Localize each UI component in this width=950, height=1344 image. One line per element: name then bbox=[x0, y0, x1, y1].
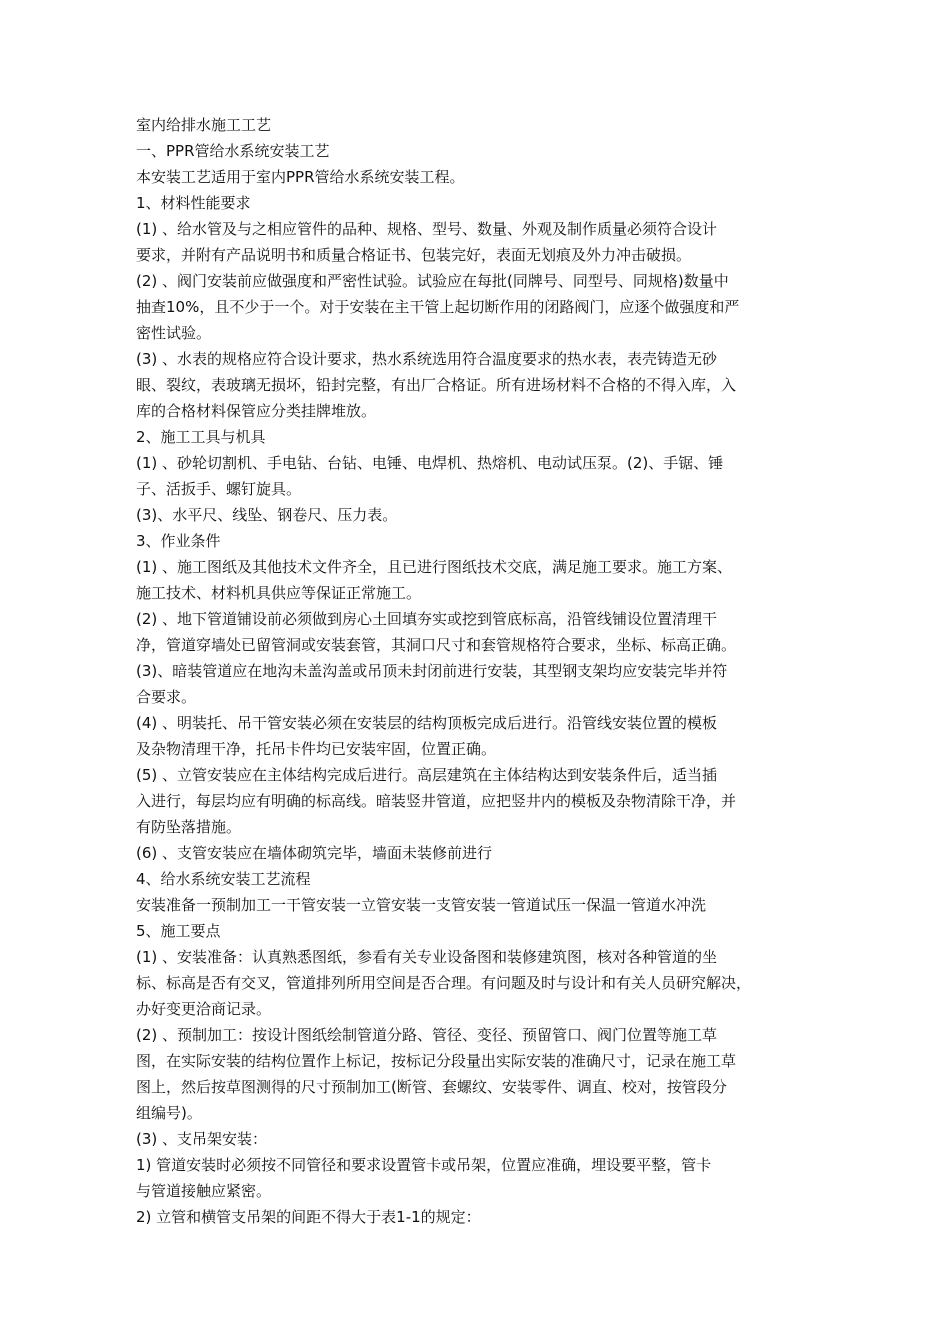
paragraph-line: 本安装工艺适用于室内PPR管给水系统安装工程。 bbox=[136, 168, 465, 186]
paragraph bbox=[136, 450, 836, 502]
paragraph-line: 组编号)。 bbox=[136, 1104, 202, 1122]
paragraph bbox=[136, 658, 836, 710]
paragraph-line: 图，在实际安装的结构位置作上标记，按标记分段量出实际安装的准确尺寸，记录在施工草 bbox=[136, 1052, 737, 1070]
paragraph-line: 标、标高是否有交叉，管道排列所用空间是否合理。有问题及时与设计和有关人员研究解决， bbox=[136, 974, 752, 992]
paragraph-line: 眼、裂纹，表玻璃无损坏，铅封完整，有出厂合格证。所有进场材料不合格的不得入库，入 bbox=[136, 376, 737, 394]
paragraph bbox=[136, 1022, 836, 1126]
paragraph-line: 施工技术、材料机具供应等保证正常施工。 bbox=[136, 584, 422, 602]
paragraph-line: (2) 、地下管道铺设前必须做到房心土回填夯实或挖到管底标高，沿管线铺设位置清理干 bbox=[136, 610, 718, 628]
paragraph-line: 安装准备一预制加工一干管安装一立管安装一支管安装一管道试压一保温一管道水冲洗 bbox=[136, 896, 707, 914]
paragraph-line: 抽查10%，且不少于一个。对于安装在主干管上起切断作用的闭路阀门，应逐个做强度和严 bbox=[136, 298, 740, 316]
paragraph-line: 4、给水系统安装工艺流程 bbox=[136, 870, 311, 888]
paragraph-line: 5、施工要点 bbox=[136, 922, 221, 940]
paragraph-line: 子、活扳手、螺钉旋具。 bbox=[136, 480, 302, 498]
paragraph-line: 要求，并附有产品说明书和质量合格证书、包装完好，表面无划痕及外力冲击破损。 bbox=[136, 246, 692, 264]
paragraph-line: (4) 、明装托、吊干管安装必须在安装层的结构顶板完成后进行。沿管线安装位置的模板 bbox=[136, 714, 718, 732]
paragraph bbox=[136, 944, 836, 1022]
paragraph bbox=[136, 1126, 836, 1152]
paragraph-line: (2) 、阀门安装前应做强度和严密性试验。试验应在每批(同牌号、同型号、同规格)数量中 bbox=[136, 272, 729, 290]
paragraph-line: 2、施工工具与机具 bbox=[136, 428, 266, 446]
paragraph-line: (1) 、安装准备：认真熟悉图纸，参看有关专业设备图和装修建筑图，核对各种管道的坐 bbox=[136, 948, 718, 966]
document-body bbox=[136, 112, 836, 1230]
paragraph-line: (6) 、支管安装应在墙体砌筑完毕，墙面未装修前进行 bbox=[136, 844, 493, 862]
paragraph-line: 与管道接触应紧密。 bbox=[136, 1182, 272, 1200]
paragraph bbox=[136, 554, 836, 606]
paragraph-line: 库的合格材料保管应分类挂牌堆放。 bbox=[136, 402, 377, 420]
paragraph-line: 图上，然后按草图测得的尺寸预制加工(断管、套螺纹、安装零件、调直、校对，按管段分 bbox=[136, 1078, 727, 1096]
paragraph-line: (3) 、水表的规格应符合设计要求，热水系统选用符合温度要求的热水表，表壳铸造无砂 bbox=[136, 350, 718, 368]
paragraph-line: 办好变更洽商记录。 bbox=[136, 1000, 272, 1018]
paragraph bbox=[136, 1152, 836, 1204]
paragraph-line: 3、作业条件 bbox=[136, 532, 221, 550]
paragraph bbox=[136, 710, 836, 762]
paragraph bbox=[136, 190, 836, 216]
paragraph bbox=[136, 138, 836, 164]
paragraph bbox=[136, 502, 836, 528]
paragraph-line: (1) 、给水管及与之相应管件的品种、规格、型号、数量、外观及制作质量必须符合设计 bbox=[136, 220, 718, 238]
paragraph-line: 1) 管道安装时必须按不同管径和要求设置管卡或吊架，位置应准确，埋设要平整，管卡 bbox=[136, 1156, 712, 1174]
paragraph-line: (3)、暗装管道应在地沟未盖沟盖或吊顶未封闭前进行安装，其型钢支架均应安装完毕并符 bbox=[136, 662, 728, 680]
paragraph-line: (1) 、施工图纸及其他技术文件齐全，且已进行图纸技术交底，满足施工要求。施工方案、 bbox=[136, 558, 733, 576]
paragraph bbox=[136, 164, 836, 190]
paragraph bbox=[136, 268, 836, 346]
paragraph-line: (3) 、支吊架安装： bbox=[136, 1130, 268, 1148]
paragraph bbox=[136, 216, 836, 268]
paragraph-line: (2) 、预制加工：按设计图纸绘制管道分路、管径、变径、预留管口、阀门位置等施工草 bbox=[136, 1026, 718, 1044]
paragraph bbox=[136, 866, 836, 892]
paragraph bbox=[136, 346, 836, 424]
paragraph bbox=[136, 606, 836, 658]
paragraph bbox=[136, 1204, 836, 1230]
paragraph bbox=[136, 918, 836, 944]
paragraph-line: 有防坠落措施。 bbox=[136, 818, 242, 836]
paragraph-line: 一、PPR管给水系统安装工艺 bbox=[136, 142, 330, 160]
paragraph-line: 2) 立管和横管支吊架的间距不得大于表1-1的规定： bbox=[136, 1208, 481, 1226]
paragraph-line: (5) 、立管安装应在主体结构完成后进行。高层建筑在主体结构达到安装条件后，适当插 bbox=[136, 766, 718, 784]
paragraph-line: (1) 、砂轮切割机、手电钻、台钻、电锤、电焊机、热熔机、电动试压泵。(2)、手锯、锤 bbox=[136, 454, 724, 472]
paragraph-line: 密性试验。 bbox=[136, 324, 212, 342]
paragraph-line: (3)、水平尺、线坠、钢卷尺、压力表。 bbox=[136, 506, 398, 524]
paragraph bbox=[136, 892, 836, 918]
paragraph bbox=[136, 840, 836, 866]
paragraph-line: 合要求。 bbox=[136, 688, 197, 706]
paragraph bbox=[136, 762, 836, 840]
document-title: 室内给排水施工工艺 bbox=[136, 116, 272, 134]
paragraph bbox=[136, 424, 836, 450]
paragraph-line: 及杂物清理干净，托吊卡件均已安装牢固，位置正确。 bbox=[136, 740, 497, 758]
paragraph-line: 净，管道穿墙处已留管洞或安装套管，其洞口尺寸和套管规格符合要求，坐标、标高正确。 bbox=[136, 636, 737, 654]
paragraph bbox=[136, 528, 836, 554]
paragraph-line: 入进行，每层均应有明确的标高线。暗装竖井管道，应把竖井内的模板及杂物清除干净，并 bbox=[136, 792, 737, 810]
paragraph-line: 1、材料性能要求 bbox=[136, 194, 251, 212]
paragraph-list bbox=[136, 138, 836, 1230]
